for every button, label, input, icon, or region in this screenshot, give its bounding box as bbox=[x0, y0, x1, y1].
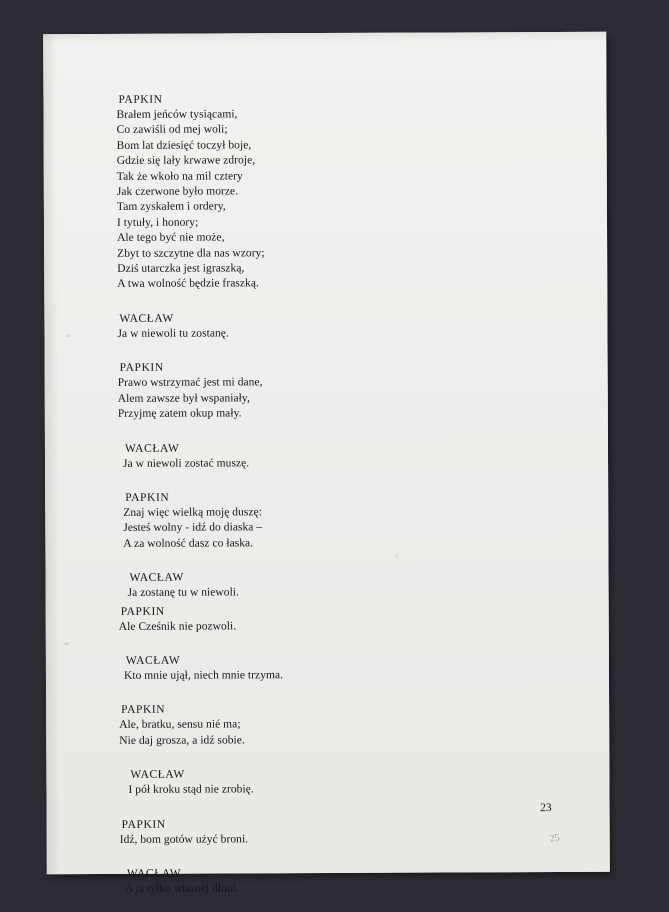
verse-line: I tytuły, i honory; bbox=[116, 216, 199, 229]
dialogue-block bbox=[119, 602, 539, 635]
speaker-name: PAPKIN bbox=[121, 818, 166, 831]
dialogue-block bbox=[123, 439, 538, 472]
verse-line: Idź, bom gotów użyć broni. bbox=[119, 832, 249, 846]
speaker-name: PAPKIN bbox=[125, 491, 170, 504]
play-dialogue-column bbox=[116, 90, 540, 911]
verse-line: Prawo wstrzymać jest mi dane, bbox=[117, 376, 263, 390]
speaker-name: WACŁAW bbox=[126, 867, 182, 880]
speaker-name: WACŁAW bbox=[129, 571, 184, 584]
dialogue-block bbox=[124, 651, 539, 684]
page-edge-shadow-left bbox=[43, 34, 61, 874]
verse-line: Nie daj grosza, a idź sobie. bbox=[119, 734, 245, 747]
document-page bbox=[43, 32, 610, 895]
speaker-name: PAPKIN bbox=[120, 605, 165, 618]
verse-line: Alem zawsze był wspaniały, bbox=[117, 392, 250, 405]
verse-line: Zbyt to szczytne dla nas wzory; bbox=[117, 246, 265, 260]
dialogue-block bbox=[117, 309, 537, 342]
paper-speck bbox=[64, 642, 69, 645]
verse-line: Ale tego być nie może, bbox=[117, 231, 225, 245]
verse-line: Jak czerwone było morze. bbox=[116, 185, 239, 198]
dialogue-block bbox=[123, 488, 538, 552]
verse-line: A twa wolność będzie fraszką. bbox=[117, 277, 259, 291]
verse-line: Ja w niewoli zostać muszę. bbox=[123, 456, 250, 470]
speaker-name: PAPKIN bbox=[118, 93, 163, 106]
dialogue-block bbox=[125, 864, 540, 897]
verse-line: Gdzie się lały krwawe zdroje, bbox=[116, 154, 256, 168]
page-number: 23 bbox=[540, 802, 552, 815]
speaker-name: WACŁAW bbox=[125, 654, 181, 667]
verse-line: Brałem jeńców tysiącami, bbox=[116, 108, 238, 121]
dialogue-block bbox=[119, 700, 539, 749]
speaker-name: WACŁAW bbox=[119, 312, 174, 325]
verse-line: A za wolność dasz co łaska. bbox=[123, 537, 254, 550]
verse-line: I pół kroku stąd nie zrobię. bbox=[128, 783, 254, 797]
verse-line: Kto mnie ujął, niech mnie trzyma. bbox=[123, 669, 284, 682]
pencil-annotation: 25 bbox=[548, 832, 561, 845]
speaker-name: WACŁAW bbox=[130, 768, 185, 782]
verse-line: Ja w niewoli tu zostanę. bbox=[117, 327, 229, 340]
verse-line: Bom lat dziesięć toczył boje, bbox=[116, 139, 252, 152]
page-edge-shadow-top bbox=[43, 32, 606, 44]
speaker-name: WACŁAW bbox=[124, 442, 180, 455]
paper-speck bbox=[66, 334, 70, 337]
verse-line: Tak że wkoło na mil cztery bbox=[116, 169, 243, 183]
speaker-name: PAPKIN bbox=[119, 361, 164, 375]
page-surface bbox=[43, 32, 610, 895]
dialogue-block bbox=[118, 358, 538, 422]
verse-line: Przyjmę zatem okup mały. bbox=[117, 407, 242, 421]
verse-line: Ja zostanę tu w niewoli. bbox=[127, 586, 240, 599]
dialogue-block bbox=[128, 568, 539, 601]
dialogue-block bbox=[116, 90, 537, 293]
verse-line: Ale, bratku, sensu nié ma; bbox=[119, 718, 241, 732]
verse-line: Jesteś wolny - idź do diaska – bbox=[123, 521, 263, 535]
verse-line: Znaj więc wielką moję duszę: bbox=[123, 506, 263, 519]
speaker-name: PAPKIN bbox=[121, 704, 166, 717]
verse-line: Tam zyskałem i ordery, bbox=[116, 200, 226, 214]
verse-line: Dziś utarczka jest igraszką, bbox=[117, 262, 245, 275]
verse-line: Ale Cześnik nie pozwoli. bbox=[118, 619, 237, 633]
dialogue-block bbox=[128, 765, 539, 798]
verse-line: Co zawiśli od mej woli; bbox=[116, 123, 228, 137]
dialogue-block bbox=[120, 815, 540, 848]
verse-line: A ja tylko własnej dłoni. bbox=[124, 882, 239, 895]
